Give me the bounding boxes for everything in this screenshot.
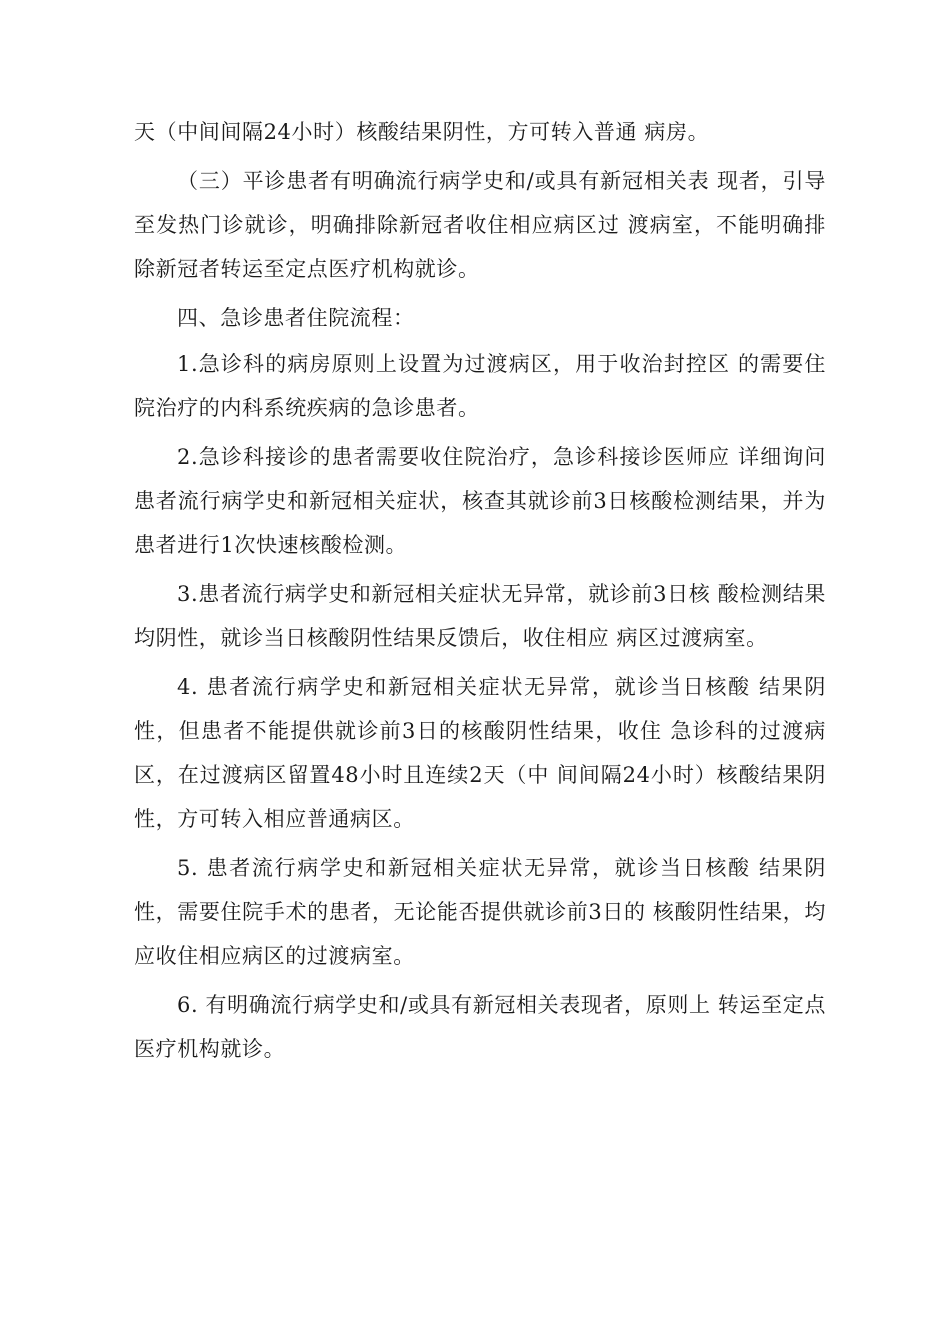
paragraph-item-4: 4. 患者流行病学史和新冠相关症状无异常，就诊当日核酸 结果阴性，但患者不能提供就诊前3日的核酸阴性结果，收住 急诊科的过渡病区，在过渡病区留置48小时且连续2天（中 间间隔24小时）核酸结果阴性，方可转入相应普通病区。 (134, 675, 826, 831)
paragraph-item-2: 2.急诊科接诊的患者需要收住院治疗，急诊科接诊医师应 详细询问患者流行病学史和新冠相关症状，核查其就诊前3日核酸检测结果，并为患者进行1次快速核酸检测。 (134, 445, 826, 557)
paragraph-item-5: 5. 患者流行病学史和新冠相关症状无异常，就诊当日核酸 结果阴性，需要住院手术的患者，无论能否提供就诊前3日的 核酸阴性结果，均应收住相应病区的过渡病室。 (134, 856, 826, 968)
paragraph-continuation: 天（中间间隔24小时）核酸结果阴性，方可转入普通 病房。 (134, 120, 710, 144)
section-heading-four: 四、急诊患者住院流程： (177, 306, 415, 330)
paragraph-item-3: 3.患者流行病学史和新冠相关症状无异常，就诊前3日核 酸检测结果均阴性，就诊当日核酸阴性结果反馈后，收住相应 病区过渡病室。 (134, 582, 826, 650)
paragraph-section-three: （三）平诊患者有明确流行病学史和/或具有新冠相关表 现者，引导至发热门诊就诊，明确排除新冠者收住相应病区过 渡病室，不能明确排除新冠者转运至定点医疗机构就诊。 (134, 169, 826, 281)
paragraph-item-1: 1.急诊科的病房原则上设置为过渡病区，用于收治封控区 的需要住院治疗的内科系统疾病的急诊患者。 (134, 352, 826, 420)
paragraph-item-6: 6. 有明确流行病学史和/或具有新冠相关表现者，原则上 转运至定点医疗机构就诊。 (134, 993, 826, 1061)
document-body (134, 110, 826, 1071)
